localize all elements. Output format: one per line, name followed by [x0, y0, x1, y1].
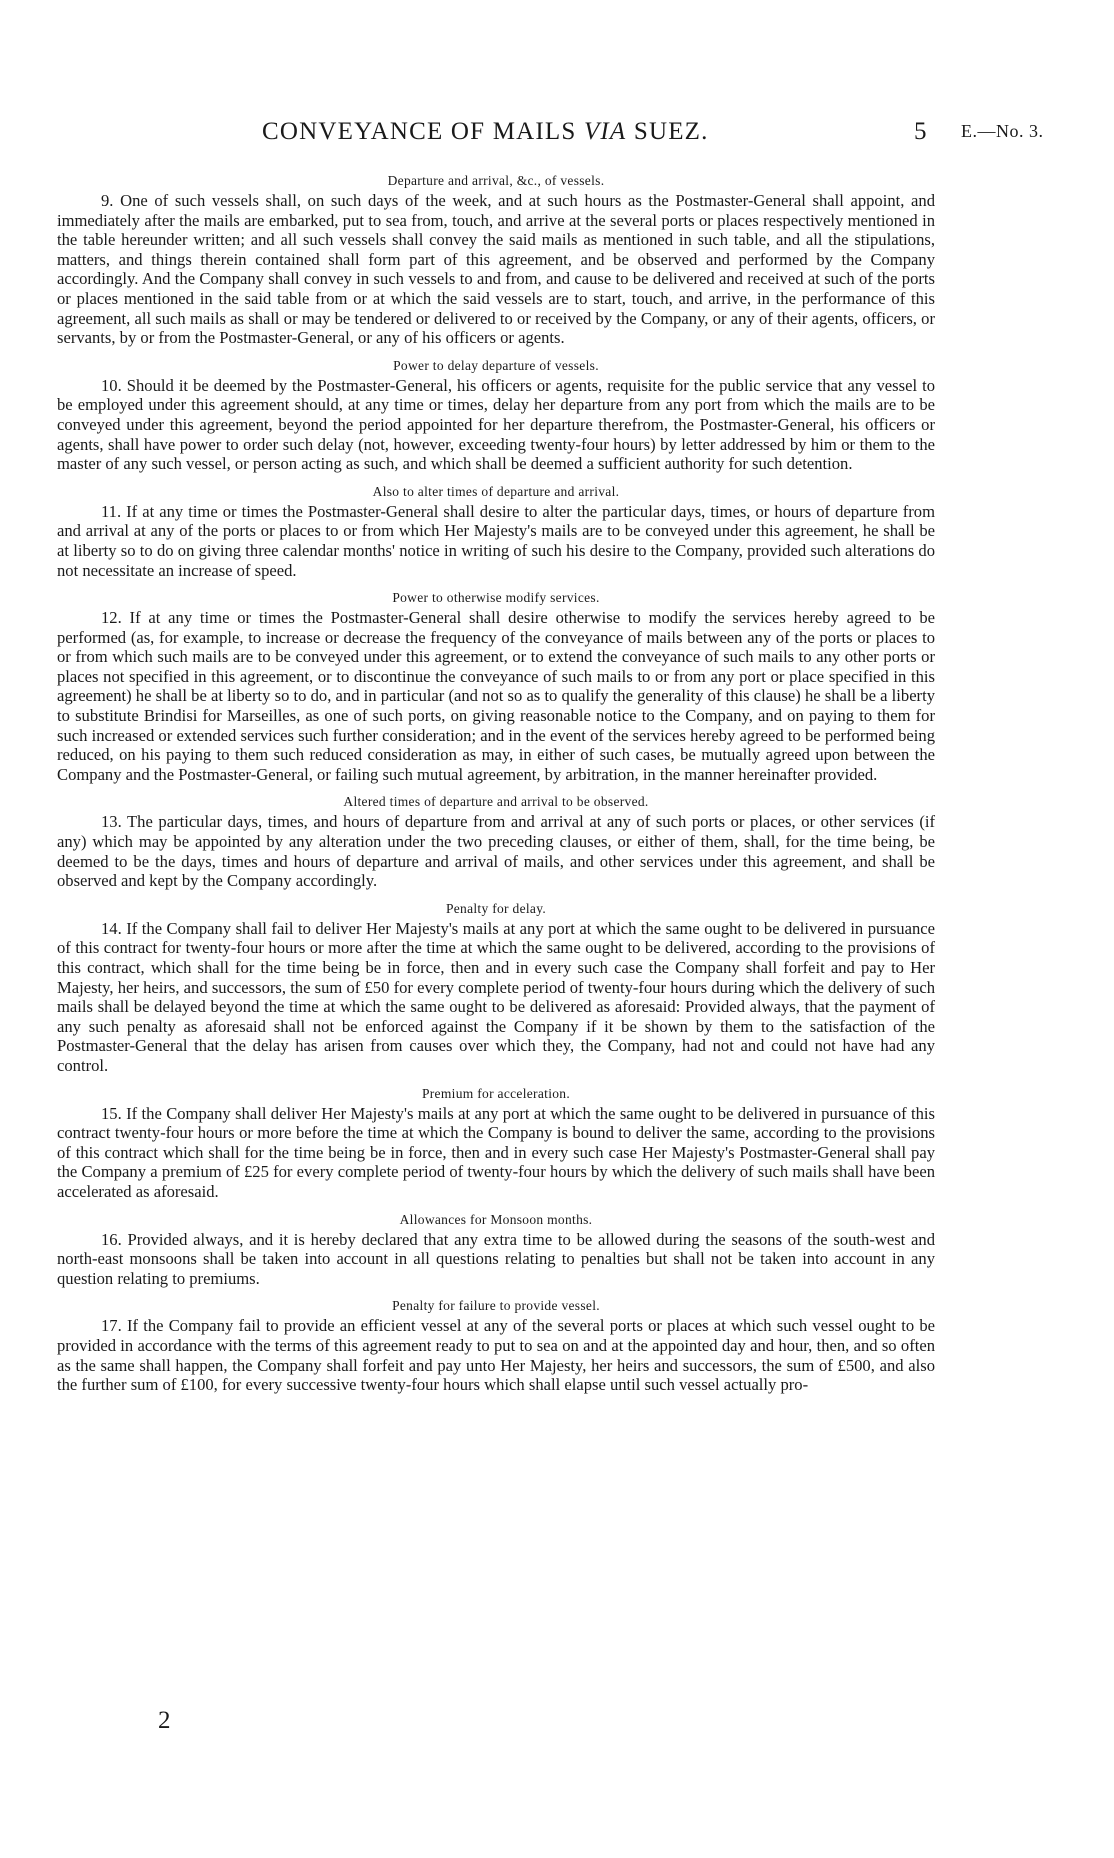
clause-paragraph: 16. Provided always, and it is hereby declared that any extra time to be allowed during the seasons of the south-west and north-east monsoons shall be taken into account in all questions relating to penalties but shall not be taken into account in any question relating to premiums.: [57, 1229, 935, 1288]
clause-heading: Penalty for delay.: [445, 900, 547, 916]
clause-paragraph: 13. The particular days, times, and hours of departure from and arrival at any of such ports or places, or other services (if any) which may be appointed by any alteration under the two preceding clauses, or either of them, shall, for the time being, be deemed to be the days, times and hours of departure and arrival of mails, and other services under this agreement, and shall be observed and kept by the Company accordingly.: [57, 812, 935, 891]
page-title: CONVEYANCE OF MAILS VIA SUEZ.: [262, 118, 709, 145]
clause-heading: Premium for acceleration.: [421, 1085, 571, 1101]
clause-paragraph: 14. If the Company shall fail to deliver Her Majesty's mails at any port at which the same ought to be delivered in pursuance of this contract for twenty-four hours or more after the time at which the same ought to be delivered, according to the provisions of this contract, which shall for the time being be in force, then and in every such case the Company shall forfeit and pay to Her Majesty, her heirs, and successors, the sum of £50 for every complete period of twenty-four hours during which the delivery of such mails shall be delayed beyond the time at which the same ought to be delivered as aforesaid: Provided always, that the payment of any such penalty as aforesaid shall not be enforced against the Company if it be shown by them to the satisfaction of the Postmaster-General that the delay has arisen from causes over which they, the Company, had not and could not have had any control.: [57, 918, 935, 1075]
clause-heading: Departure and arrival, &c., of vessels.: [387, 173, 605, 188]
signature-mark: 2: [158, 1707, 171, 1734]
clause-paragraph: 15. If the Company shall deliver Her Majesty's mails at any port at which the same ought to be delivered in pursuance of this contract twenty-four hours or more before the time at which the Company is bound to deliver the same, according to the provisions of this contract which shall for the time being be in force, then and in every such case Her Majesty's Postmaster-General shall pay the Company a premium of £25 for every complete period of twenty-four hours by which the delivery of such mails shall have been accelerated as aforesaid.: [57, 1103, 935, 1201]
clause-paragraph: 10. Should it be deemed by the Postmaster-General, his officers or agents, requisite for the public service that any vessel to be employed under this agreement should, at any time or times, delay her departure from any port from which the mails are to be conveyed under this agreement, beyond the period appointed for her departure therefrom, the Postmaster-General, his officers or agents, shall have power to order such delay (not, however, exceeding twenty-four hours) by letter addressed by him or them to the master of any such vessel, or person acting as such, and which shall be deemed a sufficient authority for such detention.: [57, 375, 935, 474]
paper-reference: E.—No. 3.: [961, 121, 1044, 141]
title-italic-via: VIA: [583, 118, 627, 145]
clause-paragraph: 12. If at any time or times the Postmaster-General shall desire otherwise to modify the services hereby agreed to be performed (as, for example, to increase or decrease the frequency of the conveyance of mails between any of the ports or places to or from which such mails are to be conveyed under this agreement, or to extend the conveyance of such mails to any other ports or places not specified in this agreement, or to discontinue the conveyance of such mails to or from any port or place specified in this agreement) he shall be at liberty so to do, and in particular (and not so as to qualify the generality of this clause) he shall be a liberty to substitute Brindisi for Marseilles, as one of such ports, on giving reasonable notice to the Company, and on paying to them for such increased or extended services such further consideration; and in the event of the services hereby agreed to be performed being reduced, on his paying to them such reduced consideration as may, in either of such cases, be mutually agreed upon between the Company and the Postmaster-General, or failing such mutual agreement, by arbitration, in the manner hereinafter provided.: [57, 608, 935, 784]
clause-paragraph: 11. If at any time or times the Postmaster-General shall desire to alter the particular days, times, or hours of departure from and arrival at any of the ports or places to or from which Her Majesty's mails are to be conveyed under this agreement, he shall be at liberty so to do on giving three calendar months' notice in writing of such his desire to the Company, provided such alterations do not necessitate an increase of speed.: [57, 501, 935, 580]
clause-heading: Also to alter times of departure and arrival.: [372, 483, 620, 499]
clause-paragraph: 17. If the Company fail to provide an efficient vessel at any of the several ports or places at which such vessel ought to be provided in accordance with the terms of this agreement ready to put to sea on and at the appointed day and hour, then, and so often as the same shall happen, the Company shall forfeit and pay unto Her Majesty, her heirs and successors, the sum of £500, and also the further sum of £100, for every successive twenty-four hours which shall elapse until such vessel actually pro-: [57, 1316, 935, 1395]
clause-heading: Penalty for failure to provide vessel.: [392, 1298, 600, 1314]
clause-heading: Power to otherwise modify services.: [392, 590, 600, 606]
page-header: [0, 118, 1114, 158]
clause-heading: Altered times of departure and arrival to be observed.: [343, 794, 649, 810]
clause-heading: Allowances for Monsoon months.: [399, 1211, 593, 1227]
page-number: 5: [914, 118, 927, 145]
clause-paragraph: 9. One of such vessels shall, on such days of the week, and at such hours as the Postmaster-General shall appoint, and immediately after the mails are embarked, put to sea from, touch, and arrive at the several ports or places respectively mentioned in the table hereunder written; and all such vessels shall convey the said mails as mentioned in such table, and all the stipulations, matters, and things therein contained shall form part of this agreement, and be observed and performed by the Company accordingly. And the Company shall convey in such vessels to and from, and cause to be delivered and received at such of the ports or places mentioned in the said table from or at which the said vessels are to start, touch, and arrive, in the performance of this agreement, all such mails as shall or may be tendered or delivered to or received by the Company, or any of their agents, officers, or servants, by or from the Postmaster-General, or any of his officers or agents.: [57, 191, 935, 348]
document-body: [57, 171, 935, 1403]
clause-heading: Power to delay departure of vessels.: [393, 357, 599, 373]
